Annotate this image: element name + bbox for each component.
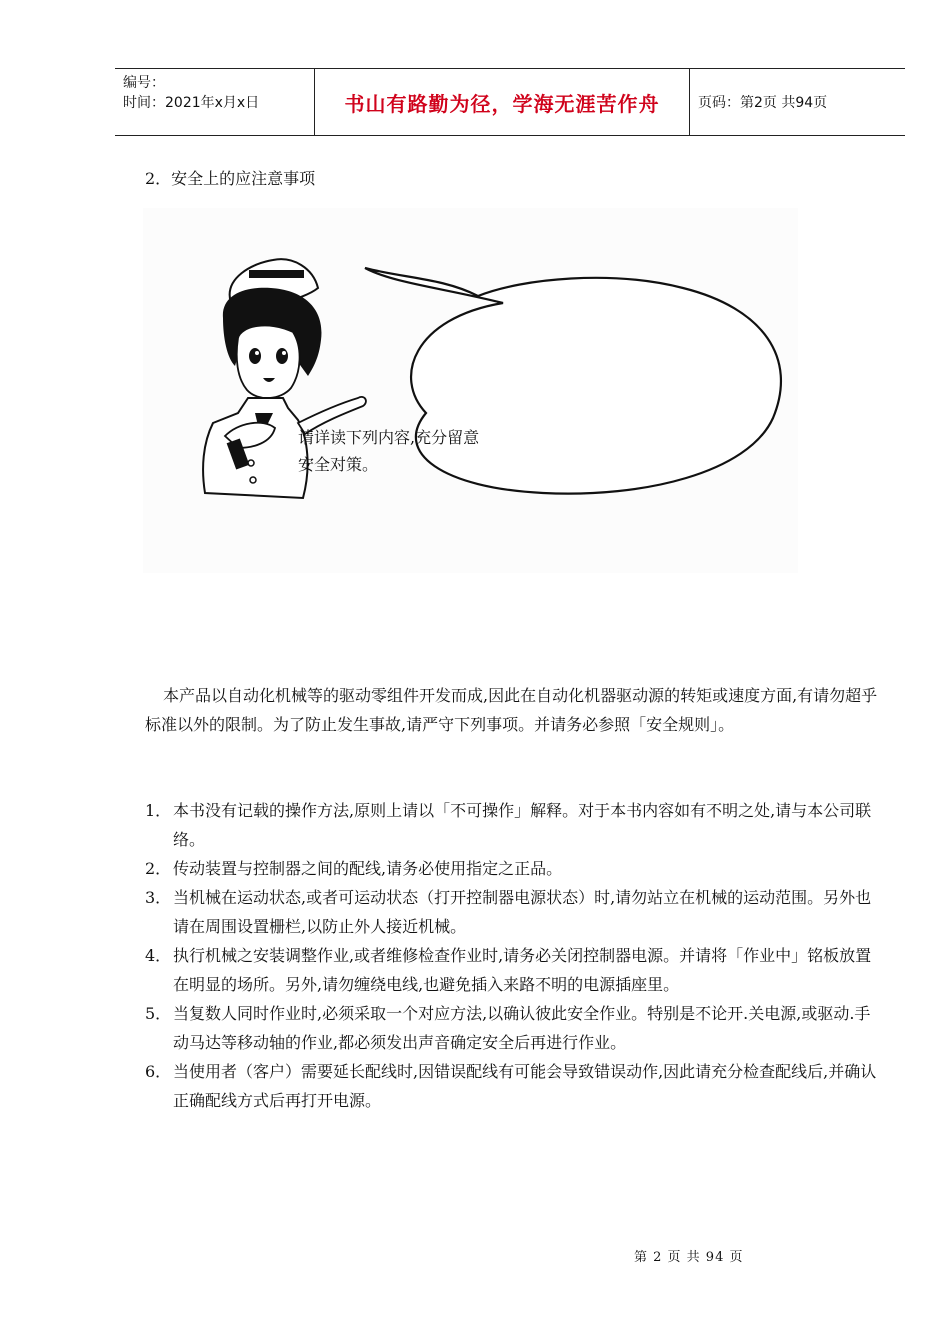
header-page-label: 页码：第2页 共94页 — [698, 95, 828, 111]
intro-paragraph: 本产品以自动化机械等的驱动零组件开发而成,因此在自动化机器驱动源的转矩或速度方面,有请勿超乎标准以外的限制。为了防止发生事故,请严守下列事项。并请务必参照「安全规则」。 — [145, 686, 878, 734]
item-number: 5． — [145, 1004, 172, 1023]
speech-line-2: 安全对策。 — [298, 455, 379, 474]
list-item — [145, 854, 880, 883]
item-text: 本书没有记载的操作方法,原则上请以「不可操作」解释。对于本书内容如有不明之处,请与本公司联络。 — [173, 801, 872, 849]
nurse-illustration — [143, 208, 798, 573]
item-number: 2． — [145, 859, 172, 878]
list-item — [145, 883, 880, 941]
page-header — [115, 68, 905, 136]
speech-line-1: 请详读下列内容,充分留意 — [298, 428, 480, 447]
page-footer: 第 2 页 共 94 页 — [634, 1250, 744, 1265]
item-text: 当使用者（客户）需要延长配线时,因错误配线有可能会导致错误动作,因此请充分检查配线后,并确认正确配线方式后再打开电源。 — [173, 1062, 877, 1110]
section-title: 2．安全上的应注意事项 — [145, 169, 316, 188]
speech-text — [298, 424, 479, 478]
item-number: 1． — [145, 801, 172, 820]
item-text: 当复数人同时作业时,必须采取一个对应方法,以确认彼此安全作业。特别是不论开.关电源,或驱动.手动马达等移动轴的作业,都必须发出声音确定安全后再进行作业。 — [173, 1004, 871, 1052]
number-label: 编号： — [123, 75, 165, 91]
list-item — [145, 796, 880, 854]
list-item — [145, 999, 880, 1057]
item-number: 6． — [145, 1062, 172, 1081]
item-number: 3． — [145, 888, 172, 907]
header-motto: 书山有路勤为径，学海无涯苦作舟 — [315, 69, 690, 135]
list-item — [145, 1057, 880, 1115]
item-text: 当机械在运动状态,或者可运动状态（打开控制器电源状态）时,请勿站立在机械的运动范围。另外也请在周围设置栅栏,以防止外人接近机械。 — [173, 888, 872, 936]
precaution-list — [145, 796, 880, 1115]
list-item — [145, 941, 880, 999]
header-meta — [115, 69, 315, 135]
item-number: 4． — [145, 946, 172, 965]
item-text: 传动装置与控制器之间的配线,请务必使用指定之正品。 — [173, 859, 563, 878]
item-text: 执行机械之安装调整作业,或者维修检查作业时,请务必关闭控制器电源。并请将「作业中」铭板放置在明显的场所。另外,请勿缠绕电线,也避免插入来路不明的电源插座里。 — [173, 946, 872, 994]
face — [237, 325, 300, 398]
time-label: 时间：2021年x月x日 — [123, 95, 260, 111]
